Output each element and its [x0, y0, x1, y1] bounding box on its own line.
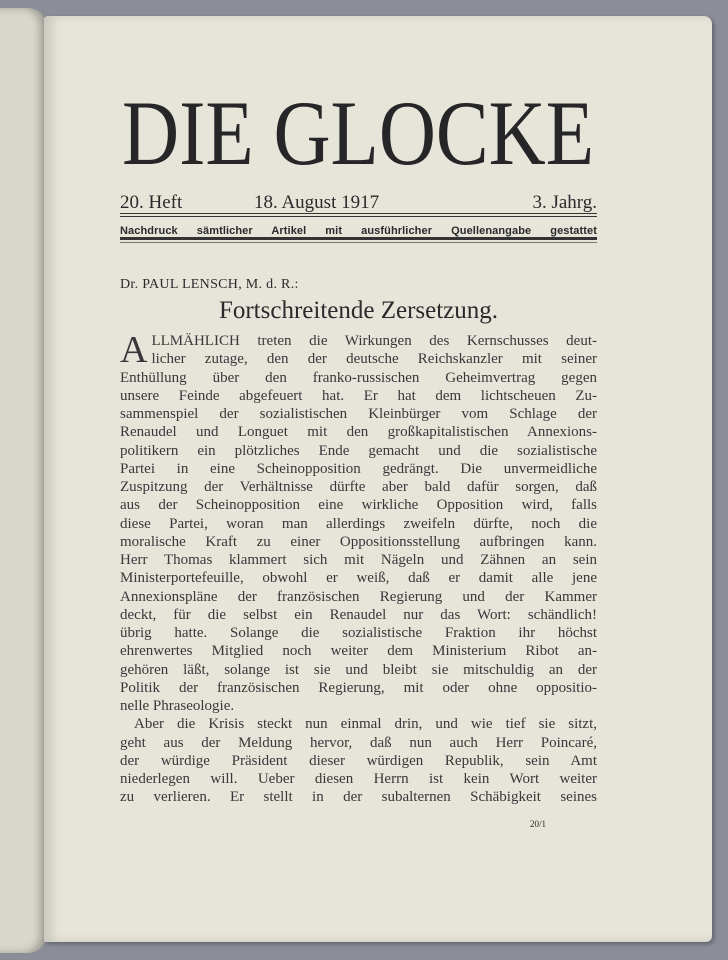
reprint-notice: Nachdruck sämtlicher Artikel mit ausführlicher Quellenangabe gestattet [120, 225, 597, 237]
issue-date: 18. August 1917 [254, 192, 380, 213]
article-author: Dr. PAUL LENSCH, M. d. R.: [120, 277, 299, 292]
text-line: deckt, für die selbst ein Renaudel nur das Wort: schändlich! [120, 606, 597, 623]
text-line: Zuspitzung der Verhältnisse dürfte aber bald dafür sorgen, daß [120, 479, 597, 495]
text-line: Politik der französischen Regierung, mit oder ohne oppositio- [120, 679, 597, 696]
text-line: nelle Phraseologie. [120, 698, 235, 714]
article-title: Fortschreitende Zersetzung. [218, 297, 499, 324]
text-line: der würdige Präsident dieser würdigen Republik, sein Amt [120, 752, 597, 769]
text-line: ehrenwertes Mitglied noch weiter dem Ministerium Ribot an- [120, 643, 597, 660]
page-number: 20/1 [530, 819, 547, 829]
text-line: Enthüllung über den franko-russischen Geheimvertrag gegen [120, 369, 597, 386]
text-line: politikern ein plötzliches Ende gemacht und die sozialistische [120, 442, 597, 459]
text-line: Partei in eine Scheinopposition gedrängt. Die unvermeidliche [120, 460, 597, 477]
text-line: moralische Kraft zu einer Oppositionsstellung aufbringen kann. [120, 533, 597, 550]
text-line: gehören läßt, solange ist sie und bleibt sie mitschuldig an der [120, 661, 597, 678]
text-line: aus der Scheinopposition eine wirkliche Opposition wird, falls [120, 497, 597, 514]
divider [120, 213, 597, 214]
text-line: Renaudel und Longuet mit den großkapitalistischen Annexions- [120, 424, 597, 441]
divider [120, 242, 597, 243]
masthead [120, 82, 600, 184]
text-line: zu verlieren. Er stellt in der subalternen Schäbigkeit seines [120, 789, 597, 806]
text-line: licher zutage, den der deutsche Reichskanzler mit seiner [151, 351, 597, 368]
magazine-page [44, 16, 712, 942]
text-line: Herr Thomas klammert sich mit Nägeln und Zähnen an sein [120, 552, 597, 568]
text-line: Aber die Krisis steckt nun einmal drin, und wie tief sie sitzt, [134, 716, 597, 733]
facing-page-edge [0, 8, 46, 953]
volume: 3. Jahrg. [532, 192, 597, 213]
divider [120, 237, 597, 240]
text-line: übrig hatte. Solange die sozialistische Fraktion ihr höchst [120, 625, 597, 641]
text-line: Ministerportefeuille, obwohl er weiß, daß er damit alle jene [120, 570, 597, 587]
text-line: diese Partei, woran man allerdings zweifeln dürfte, noch die [120, 515, 597, 532]
divider [120, 216, 597, 217]
text-line: unsere Feinde abgefeuert hat. Er hat dem lichtscheuen Zu- [120, 387, 597, 404]
article-body [120, 329, 597, 807]
issue-number: 20. Heft [120, 192, 183, 213]
masthead-title: DIE GLOCKE [122, 82, 594, 184]
text-line: LLMÄHLICH treten die Wirkungen des Kernschusses deut- [151, 333, 597, 349]
text-line: niederlegen will. Ueber diesen Herrn ist kein Wort weiter [120, 771, 597, 787]
text-line: geht aus der Meldung hervor, daß nun auch Herr Poincaré, [120, 734, 597, 751]
text-line: sammenspiel der sozialistischen Kleinbürger vom Schlage der [120, 406, 597, 422]
text-line: Annexionspläne der französischen Regierung und der Kammer [120, 588, 597, 605]
drop-cap: A [120, 329, 148, 371]
